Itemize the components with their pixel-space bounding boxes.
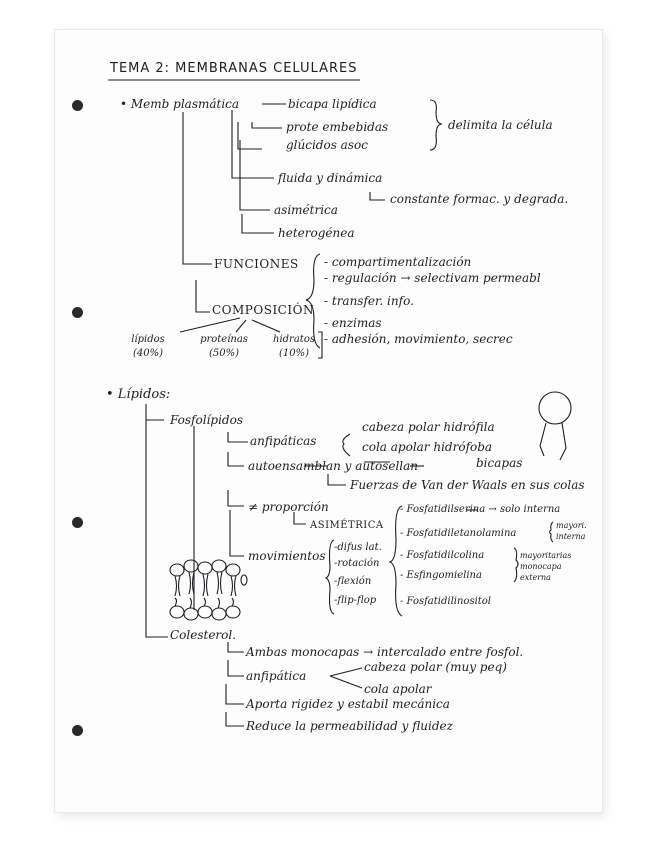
page-title: TEMA 2: MEMBRANAS CELULARES [110, 61, 358, 76]
reduce-permeabilidad-label: Reduce la permeabilidad y fluidez [246, 719, 453, 733]
list-item: - Fosfatidilserina → solo interna [400, 504, 561, 515]
list-item: - Fosfatidilinositol [400, 596, 492, 607]
list-item: - Esfingomielina [400, 570, 482, 581]
comp-lipidos-pct: (40%) [132, 348, 164, 359]
fosfolipidos-label: Fosfolípidos [170, 413, 243, 427]
aporta-rigidez-label: Aporta rigidez y estabil mecánica [246, 697, 450, 711]
fluida-label: fluida y dinámica [278, 171, 383, 185]
list-item: -difus lat. [334, 542, 382, 553]
bicapa-label: bicapa lipídica [288, 97, 377, 111]
list-item: - transfer. info. [324, 294, 414, 308]
colesterol-label: Colesterol. [170, 628, 237, 642]
constante-label: constante formac. y degrada. [390, 192, 569, 206]
cola-apolar-label: cola apolar hidrófoba [362, 440, 493, 454]
list-item: - adhesión, movimiento, secrec [324, 332, 513, 346]
list-item: -rotación [334, 558, 380, 569]
comp-proteinas-pct: (50%) [208, 348, 240, 359]
list-item: - Fosfatidilcolina [400, 550, 485, 561]
comp-hidratos-name: hidratos [273, 334, 315, 345]
lipidos-heading: • Lípidos: [106, 387, 171, 402]
list-item: - Fosfatidiletanolamina [400, 528, 517, 539]
van-der-waals-label: Fuerzas de Van der Waals en sus colas [350, 478, 585, 492]
autoensamblan-label: autoensamblan y autosellan [248, 459, 419, 473]
interna-label: interna [556, 532, 586, 541]
anfipatica-col-label: anfipática [246, 669, 307, 683]
list-item: - compartimentalización [324, 255, 472, 269]
mayoritarias-label: mayoritarias [520, 551, 572, 560]
composicion-label: COMPOSICIÓN [212, 303, 314, 317]
comp-proteinas-name: proteínas [200, 334, 248, 345]
anfipaticas-label: anfipáticas [250, 434, 317, 448]
list-item: -flexión [334, 576, 372, 587]
list-item: - enzimas [324, 316, 382, 330]
list-item: -flip-flop [334, 595, 377, 606]
prote-label: prote embebidas [286, 120, 389, 134]
glucidos-label: glúcidos asoc [286, 138, 368, 152]
funciones-label: FUNCIONES [214, 257, 299, 271]
bicapas-label: bicapas [476, 456, 523, 470]
externa-label: externa [520, 573, 551, 582]
cabeza-polar-col-label: cabeza polar (muy peq) [364, 660, 507, 674]
cabeza-polar-label: cabeza polar hidrófila [362, 420, 495, 434]
comp-hidratos-pct: (10%) [278, 348, 310, 359]
mayori-label: mayori. [556, 521, 587, 530]
asimetrica-label: asimétrica [274, 203, 338, 217]
asimetrica-lipidos-label: ASIMÉTRICA [310, 520, 384, 531]
proporcion-label: ≠ proporción [248, 500, 329, 514]
monocapa-label: monocapa [520, 562, 562, 571]
comp-lipidos-name: lípidos [131, 334, 165, 345]
memb-plasmatica-heading: • Memb plasmática [120, 97, 240, 111]
delimita-label: delimita la célula [448, 118, 553, 132]
ambas-monocapas-label: Ambas monocapas → intercalado entre fosfol. [246, 645, 524, 659]
heterogenea-label: heterogénea [278, 226, 355, 240]
movimientos-label: movimientos [248, 549, 326, 563]
cola-apolar-col-label: cola apolar [364, 682, 432, 696]
list-item: - regulación → selectivam permeabl [324, 271, 541, 285]
